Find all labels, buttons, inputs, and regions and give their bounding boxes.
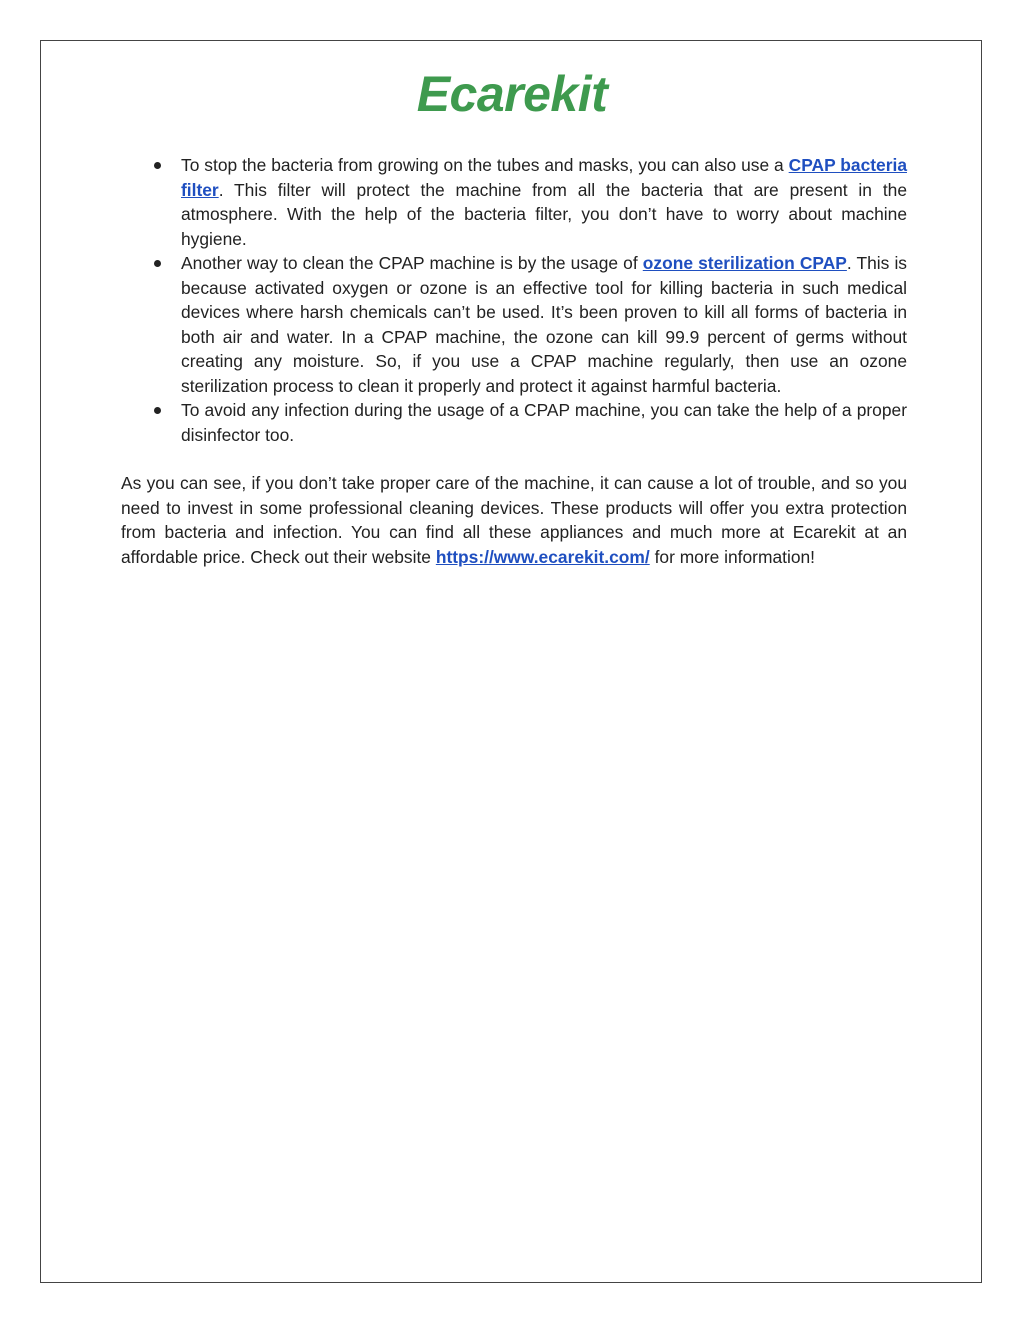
bullet-text-after: . This is because activated oxygen or ozone is an effective tool for killing bacteria in such medical devices where harsh chemicals can’t be used. It’s been proven to kill all forms of bacteria in both air and water. In a CPAP machine, the ozone can kill 99.9 percent of germs without creating any moisture. So, if you use a CPAP machine regularly, then use an ozone sterilization process to clean it properly and protect it against harmful bacteria.	[181, 253, 908, 396]
bullet-text: To avoid any infection during the usage of a CPAP machine, you can take the help of a proper disinfector too.	[181, 400, 907, 445]
ecarekit-logo: Ecarekit	[416, 66, 608, 122]
closing-paragraph	[121, 471, 907, 569]
bullet-icon	[154, 162, 161, 169]
bullet-list	[121, 153, 907, 447]
bullet-icon	[154, 407, 161, 414]
cpap-bacteria-filter-link[interactable]: CPAP bacteria filter	[181, 155, 907, 200]
ozone-sterilization-cpap-link[interactable]: ozone sterilization CPAP	[642, 253, 847, 273]
document-body	[121, 153, 907, 569]
closing-text-before: As you can see, if you don’t take proper care of the machine, it can cause a lot of trouble, and so you need to invest in some professional cleaning devices. These products will offer you extra protection from bacteria and infection. You can find all these appliances and much more at Ecarekit at an affordable price. Check out their website	[121, 473, 907, 567]
closing-text-after: for more information!	[649, 546, 816, 567]
list-item	[121, 398, 907, 447]
bullet-text-before: To stop the bacteria from growing on the tubes and masks, you can also use a	[181, 155, 789, 175]
list-item	[121, 153, 907, 251]
bullet-text-before: Another way to clean the CPAP machine is by the usage of	[181, 253, 643, 273]
bullet-icon	[154, 260, 161, 267]
list-item	[121, 251, 907, 398]
ecarekit-website-link[interactable]: https://www.ecarekit.com/	[435, 546, 650, 567]
bullet-text-after: . This filter will protect the machine from all the bacteria that are present in the atmosphere. With the help of the bacteria filter, you don’t have to worry about machine hygiene.	[181, 179, 907, 249]
